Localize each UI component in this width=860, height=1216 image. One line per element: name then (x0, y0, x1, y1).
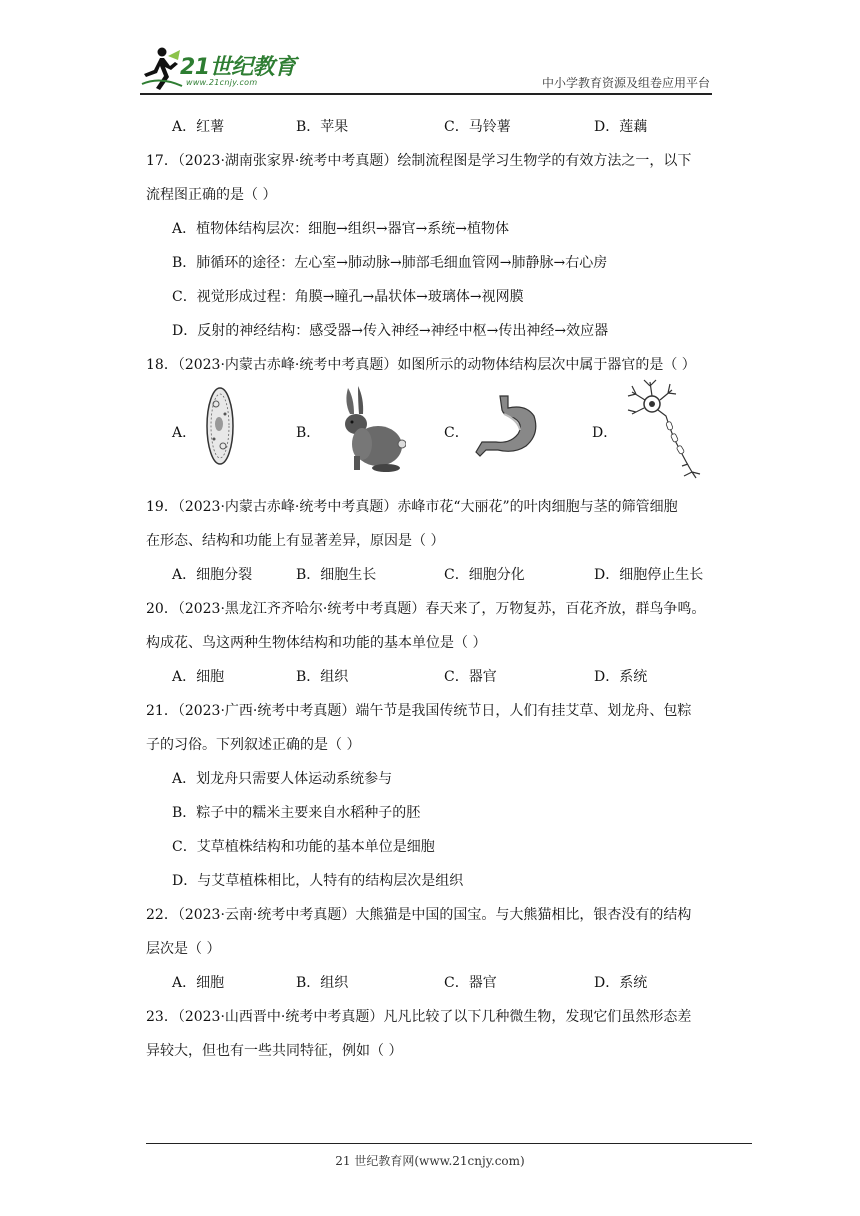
q16-option-c[interactable]: C．马铃薯 (444, 119, 511, 135)
q22-stem-2: 层次是（ ） (146, 941, 221, 957)
q21-option-c[interactable]: C．艾草植株结构和功能的基本单位是细胞 (172, 839, 435, 855)
logo (140, 44, 310, 94)
q20-stem-1: 20．（2023·黑龙江齐齐哈尔·统考中考真题）春天来了，万物复苏，百花齐放，群鸟争鸣。 (146, 601, 706, 617)
q16-option-d[interactable]: D．莲藕 (594, 119, 648, 135)
header-divider (140, 93, 712, 95)
q16-option-a[interactable]: A．红薯 (172, 119, 225, 135)
page-header (140, 44, 712, 94)
logo-text: 21世纪教育 (180, 55, 296, 80)
q22-option-a[interactable]: A．细胞 (172, 975, 225, 991)
q21-option-a[interactable]: A．划龙舟只需要人体运动系统参与 (172, 771, 393, 787)
q17-option-c[interactable]: C．视觉形成过程：角膜→瞳孔→晶状体→玻璃体→视网膜 (172, 289, 524, 305)
q18-option-d[interactable] (592, 384, 732, 484)
logo-url: www.21cnjy.com (186, 78, 258, 87)
rabbit-icon (326, 384, 406, 474)
paramecium-icon (202, 384, 238, 468)
q21-stem-2: 子的习俗。下列叙述正确的是（ ） (146, 737, 361, 753)
footer-divider (146, 1143, 752, 1144)
q17-option-b[interactable]: B．肺循环的途径：左心室→肺动脉→肺部毛细血管网→肺静脉→右心房 (172, 255, 608, 271)
q18-option-c-label: C． (444, 425, 469, 441)
q19-option-c[interactable]: C．细胞分化 (444, 567, 525, 583)
q20-options (146, 662, 726, 696)
q16-options (146, 112, 726, 146)
page-footer: 21 世纪教育网(www.21cnjy.com) (335, 1154, 525, 1168)
stomach-icon (474, 394, 544, 458)
q17-stem-1: 17．（2023·湖南张家界·统考中考真题）绘制流程图是学习生物学的有效方法之一，以下 (146, 153, 692, 169)
q17-option-d[interactable]: D．反射的神经结构：感受器→传入神经→神经中枢→传出神经→效应器 (172, 323, 609, 339)
question-content (146, 112, 726, 1070)
q22-option-c[interactable]: C．器官 (444, 975, 497, 991)
q20-option-b[interactable]: B．组织 (296, 669, 349, 685)
q19-option-a[interactable]: A．细胞分裂 (172, 567, 253, 583)
q16-option-b[interactable]: B．苹果 (296, 119, 349, 135)
q18-option-a-label: A． (172, 425, 197, 441)
q23-stem-2: 异较大，但也有一些共同特征，例如（ ） (146, 1043, 403, 1059)
runner-logo-icon (140, 46, 184, 92)
q19-stem-1: 19．（2023·内蒙古赤峰·统考中考真题）赤峰市花“大丽花”的叶肉细胞与茎的筛管细胞 (146, 499, 678, 515)
q20-stem-2: 构成花、鸟这两种生物体结构和功能的基本单位是（ ） (146, 635, 487, 651)
q18-stem-1: 18．（2023·内蒙古赤峰·统考中考真题）如图所示的动物体结构层次中属于器官的是（ ） (146, 357, 696, 373)
q22-option-b[interactable]: B．组织 (296, 975, 349, 991)
q21-stem-1: 21．（2023·广西·统考中考真题）端午节是我国传统节日，人们有挂艾草、划龙舟、包粽 (146, 703, 692, 719)
q18-option-a[interactable] (172, 384, 292, 484)
q17-stem-2: 流程图正确的是（ ） (146, 187, 277, 203)
q19-options (146, 560, 726, 594)
q21-option-b[interactable]: B．粽子中的糯米主要来自水稻种子的胚 (172, 805, 421, 821)
q22-options (146, 968, 726, 1002)
q20-option-d[interactable]: D．系统 (594, 669, 648, 685)
q19-stem-2: 在形态、结构和功能上有显著差异，原因是（ ） (146, 533, 445, 549)
q23-stem-1: 23．（2023·山西晋中·统考中考真题）凡凡比较了以下几种微生物，发现它们虽然形态差 (146, 1009, 692, 1025)
q18-option-b-label: B． (296, 425, 321, 441)
neuron-icon (622, 376, 702, 480)
q21-option-d[interactable]: D．与艾草植株相比，人特有的结构层次是组织 (172, 873, 464, 889)
platform-name: 中小学教育资源及组卷应用平台 (541, 76, 710, 90)
q22-option-d[interactable]: D．系统 (594, 975, 648, 991)
q20-option-c[interactable]: C．器官 (444, 669, 497, 685)
q17-option-a[interactable]: A．植物体结构层次：细胞→组织→器官→系统→植物体 (172, 221, 510, 237)
q19-option-d[interactable]: D．细胞停止生长 (594, 567, 704, 583)
q18-option-b[interactable] (296, 384, 436, 484)
q18-option-d-label: D． (592, 425, 618, 441)
q18-image-options (146, 384, 726, 492)
q20-option-a[interactable]: A．细胞 (172, 669, 225, 685)
q22-stem-1: 22．（2023·云南·统考中考真题）大熊猫是中国的国宝。与大熊猫相比，银杏没有的结构 (146, 907, 692, 923)
q18-option-c[interactable] (444, 384, 584, 484)
q19-option-b[interactable]: B．细胞生长 (296, 567, 377, 583)
